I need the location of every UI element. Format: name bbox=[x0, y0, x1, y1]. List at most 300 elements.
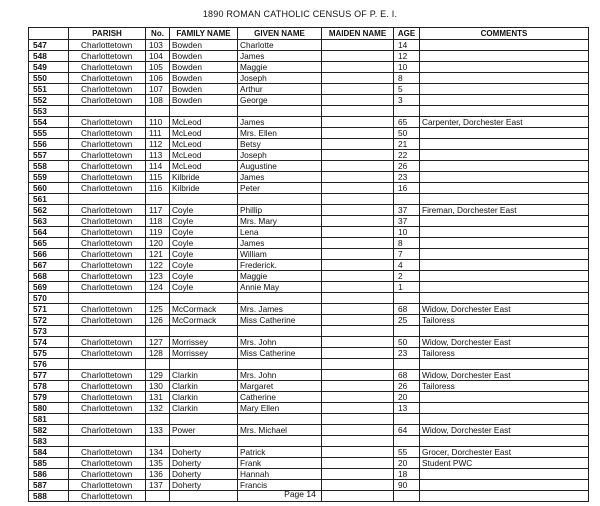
age-cell bbox=[394, 293, 420, 304]
row-number: 547 bbox=[29, 40, 69, 51]
given-name-cell bbox=[238, 436, 322, 447]
age-cell: 65 bbox=[394, 117, 420, 128]
no-cell: 123 bbox=[146, 271, 170, 282]
row-number: 587 bbox=[29, 480, 69, 491]
no-cell: 128 bbox=[146, 348, 170, 359]
maiden-name-cell bbox=[322, 271, 394, 282]
no-cell: 120 bbox=[146, 238, 170, 249]
parish-cell: Charlottetown bbox=[69, 480, 146, 491]
age-cell: 20 bbox=[394, 458, 420, 469]
table-row bbox=[29, 62, 589, 73]
row-number: 570 bbox=[29, 293, 69, 304]
comments-cell: Fireman, Dorchester East bbox=[420, 205, 589, 216]
age-cell bbox=[394, 194, 420, 205]
age-cell: 90 bbox=[394, 480, 420, 491]
comments-cell bbox=[420, 227, 589, 238]
no-cell: 121 bbox=[146, 249, 170, 260]
age-cell: 4 bbox=[394, 260, 420, 271]
census-body bbox=[29, 40, 589, 502]
comments-cell bbox=[420, 260, 589, 271]
family-name-cell: Bowden bbox=[170, 40, 238, 51]
row-number: 553 bbox=[29, 106, 69, 117]
comments-cell bbox=[420, 40, 589, 51]
family-name-cell: Clarkin bbox=[170, 370, 238, 381]
no-cell: 111 bbox=[146, 128, 170, 139]
table-row bbox=[29, 238, 589, 249]
parish-cell: Charlottetown bbox=[69, 216, 146, 227]
no-cell: 134 bbox=[146, 447, 170, 458]
given-name-cell: Mrs. John bbox=[238, 370, 322, 381]
family-name-cell: Kilbride bbox=[170, 172, 238, 183]
row-number: 550 bbox=[29, 73, 69, 84]
maiden-name-cell bbox=[322, 95, 394, 106]
maiden-name-cell bbox=[322, 447, 394, 458]
parish-cell: Charlottetown bbox=[69, 183, 146, 194]
family-name-cell: Clarkin bbox=[170, 392, 238, 403]
comments-cell bbox=[420, 392, 589, 403]
given-name-cell: Hannah bbox=[238, 469, 322, 480]
col-header-no: No. bbox=[146, 28, 170, 40]
no-cell bbox=[146, 436, 170, 447]
no-cell bbox=[146, 359, 170, 370]
parish-cell: Charlottetown bbox=[69, 51, 146, 62]
row-number: 571 bbox=[29, 304, 69, 315]
given-name-cell: Catherine bbox=[238, 392, 322, 403]
row-number: 558 bbox=[29, 161, 69, 172]
comments-cell: Student PWC bbox=[420, 458, 589, 469]
comments-cell bbox=[420, 183, 589, 194]
given-name-cell bbox=[238, 106, 322, 117]
table-row bbox=[29, 381, 589, 392]
table-row bbox=[29, 392, 589, 403]
row-number: 580 bbox=[29, 403, 69, 414]
row-number: 577 bbox=[29, 370, 69, 381]
no-cell: 124 bbox=[146, 282, 170, 293]
comments-cell bbox=[420, 359, 589, 370]
no-cell bbox=[146, 293, 170, 304]
comments-cell: Tailoress bbox=[420, 315, 589, 326]
maiden-name-cell bbox=[322, 238, 394, 249]
comments-cell bbox=[420, 216, 589, 227]
comments-cell bbox=[420, 469, 589, 480]
maiden-name-cell bbox=[322, 326, 394, 337]
row-number: 555 bbox=[29, 128, 69, 139]
row-number: 579 bbox=[29, 392, 69, 403]
family-name-cell: Coyle bbox=[170, 216, 238, 227]
no-cell: 112 bbox=[146, 139, 170, 150]
family-name-cell bbox=[170, 359, 238, 370]
parish-cell: Charlottetown bbox=[69, 282, 146, 293]
no-cell: 131 bbox=[146, 392, 170, 403]
no-cell: 113 bbox=[146, 150, 170, 161]
maiden-name-cell bbox=[322, 403, 394, 414]
given-name-cell: Mrs. Mary bbox=[238, 216, 322, 227]
row-number: 564 bbox=[29, 227, 69, 238]
parish-cell bbox=[69, 326, 146, 337]
row-number: 585 bbox=[29, 458, 69, 469]
parish-cell: Charlottetown bbox=[69, 348, 146, 359]
parish-cell: Charlottetown bbox=[69, 491, 146, 502]
comments-cell bbox=[420, 95, 589, 106]
row-number: 552 bbox=[29, 95, 69, 106]
parish-cell: Charlottetown bbox=[69, 381, 146, 392]
age-cell bbox=[394, 436, 420, 447]
age-cell bbox=[394, 414, 420, 425]
family-name-cell bbox=[170, 414, 238, 425]
row-number: 578 bbox=[29, 381, 69, 392]
comments-cell bbox=[420, 238, 589, 249]
row-number: 567 bbox=[29, 260, 69, 271]
given-name-cell: Annie May bbox=[238, 282, 322, 293]
table-row bbox=[29, 128, 589, 139]
age-cell: 3 bbox=[394, 95, 420, 106]
no-cell: 132 bbox=[146, 403, 170, 414]
parish-cell: Charlottetown bbox=[69, 447, 146, 458]
table-row bbox=[29, 315, 589, 326]
header-row bbox=[29, 28, 589, 40]
age-cell: 10 bbox=[394, 227, 420, 238]
given-name-cell: Margaret bbox=[238, 381, 322, 392]
given-name-cell bbox=[238, 414, 322, 425]
comments-cell: Widow, Dorchester East bbox=[420, 304, 589, 315]
parish-cell bbox=[69, 106, 146, 117]
maiden-name-cell bbox=[322, 150, 394, 161]
parish-cell bbox=[69, 359, 146, 370]
family-name-cell: McLeod bbox=[170, 128, 238, 139]
row-number: 557 bbox=[29, 150, 69, 161]
family-name-cell: Bowden bbox=[170, 84, 238, 95]
age-cell bbox=[394, 106, 420, 117]
col-header-row-number bbox=[29, 28, 69, 40]
no-cell: 119 bbox=[146, 227, 170, 238]
family-name-cell: Coyle bbox=[170, 249, 238, 260]
parish-cell: Charlottetown bbox=[69, 260, 146, 271]
maiden-name-cell bbox=[322, 337, 394, 348]
age-cell: 26 bbox=[394, 161, 420, 172]
no-cell: 117 bbox=[146, 205, 170, 216]
no-cell: 104 bbox=[146, 51, 170, 62]
maiden-name-cell bbox=[322, 282, 394, 293]
parish-cell: Charlottetown bbox=[69, 139, 146, 150]
parish-cell: Charlottetown bbox=[69, 150, 146, 161]
maiden-name-cell bbox=[322, 392, 394, 403]
given-name-cell: Mrs. John bbox=[238, 337, 322, 348]
family-name-cell: Doherty bbox=[170, 469, 238, 480]
age-cell: 5 bbox=[394, 84, 420, 95]
given-name-cell: Charlotte bbox=[238, 40, 322, 51]
maiden-name-cell bbox=[322, 227, 394, 238]
no-cell: 129 bbox=[146, 370, 170, 381]
comments-cell bbox=[420, 282, 589, 293]
no-cell: 114 bbox=[146, 161, 170, 172]
maiden-name-cell bbox=[322, 315, 394, 326]
age-cell: 55 bbox=[394, 447, 420, 458]
family-name-cell: McLeod bbox=[170, 117, 238, 128]
comments-cell: Grocer, Dorchester East bbox=[420, 447, 589, 458]
comments-cell bbox=[420, 172, 589, 183]
age-cell: 12 bbox=[394, 51, 420, 62]
age-cell: 7 bbox=[394, 249, 420, 260]
comments-cell bbox=[420, 326, 589, 337]
parish-cell: Charlottetown bbox=[69, 304, 146, 315]
table-row bbox=[29, 51, 589, 62]
no-cell: 125 bbox=[146, 304, 170, 315]
parish-cell: Charlottetown bbox=[69, 469, 146, 480]
no-cell: 116 bbox=[146, 183, 170, 194]
comments-cell bbox=[420, 150, 589, 161]
row-number: 584 bbox=[29, 447, 69, 458]
row-number: 548 bbox=[29, 51, 69, 62]
comments-cell bbox=[420, 271, 589, 282]
family-name-cell bbox=[170, 106, 238, 117]
parish-cell: Charlottetown bbox=[69, 392, 146, 403]
table-row bbox=[29, 458, 589, 469]
age-cell: 37 bbox=[394, 205, 420, 216]
age-cell: 8 bbox=[394, 73, 420, 84]
table-row bbox=[29, 337, 589, 348]
given-name-cell: Mary Ellen bbox=[238, 403, 322, 414]
row-number: 576 bbox=[29, 359, 69, 370]
given-name-cell: Maggie bbox=[238, 271, 322, 282]
family-name-cell: Morrissey bbox=[170, 348, 238, 359]
maiden-name-cell bbox=[322, 304, 394, 315]
parish-cell: Charlottetown bbox=[69, 238, 146, 249]
given-name-cell: Frank bbox=[238, 458, 322, 469]
no-cell: 127 bbox=[146, 337, 170, 348]
given-name-cell: Peter bbox=[238, 183, 322, 194]
table-row bbox=[29, 414, 589, 425]
table-row bbox=[29, 425, 589, 436]
table-row bbox=[29, 260, 589, 271]
age-cell: 64 bbox=[394, 425, 420, 436]
maiden-name-cell bbox=[322, 436, 394, 447]
census-table bbox=[28, 27, 589, 502]
table-row bbox=[29, 293, 589, 304]
comments-cell bbox=[420, 249, 589, 260]
table-row bbox=[29, 326, 589, 337]
given-name-cell: James bbox=[238, 238, 322, 249]
age-cell: 13 bbox=[394, 403, 420, 414]
given-name-cell: Miss Catherine bbox=[238, 348, 322, 359]
row-number: 581 bbox=[29, 414, 69, 425]
row-number: 566 bbox=[29, 249, 69, 260]
given-name-cell: Joseph bbox=[238, 150, 322, 161]
table-row bbox=[29, 161, 589, 172]
no-cell bbox=[146, 326, 170, 337]
row-number: 569 bbox=[29, 282, 69, 293]
no-cell: 137 bbox=[146, 480, 170, 491]
maiden-name-cell bbox=[322, 359, 394, 370]
parish-cell: Charlottetown bbox=[69, 370, 146, 381]
maiden-name-cell bbox=[322, 260, 394, 271]
given-name-cell: Arthur bbox=[238, 84, 322, 95]
table-row bbox=[29, 40, 589, 51]
row-number: 573 bbox=[29, 326, 69, 337]
age-cell: 25 bbox=[394, 315, 420, 326]
family-name-cell: Doherty bbox=[170, 458, 238, 469]
parish-cell: Charlottetown bbox=[69, 128, 146, 139]
table-row bbox=[29, 84, 589, 95]
given-name-cell: James bbox=[238, 117, 322, 128]
comments-cell bbox=[420, 106, 589, 117]
family-name-cell: Doherty bbox=[170, 480, 238, 491]
row-number: 551 bbox=[29, 84, 69, 95]
comments-cell bbox=[420, 161, 589, 172]
given-name-cell: William bbox=[238, 249, 322, 260]
table-row bbox=[29, 304, 589, 315]
row-number: 562 bbox=[29, 205, 69, 216]
age-cell: 23 bbox=[394, 172, 420, 183]
given-name-cell: Maggie bbox=[238, 62, 322, 73]
family-name-cell bbox=[170, 293, 238, 304]
family-name-cell: McCormack bbox=[170, 315, 238, 326]
row-number: 588 bbox=[29, 491, 69, 502]
table-row bbox=[29, 106, 589, 117]
age-cell: 10 bbox=[394, 62, 420, 73]
age-cell: 20 bbox=[394, 392, 420, 403]
table-row bbox=[29, 348, 589, 359]
age-cell: 8 bbox=[394, 238, 420, 249]
col-header-given-name: GIVEN NAME bbox=[238, 28, 322, 40]
row-number: 574 bbox=[29, 337, 69, 348]
given-name-cell: Mrs. James bbox=[238, 304, 322, 315]
family-name-cell: McLeod bbox=[170, 161, 238, 172]
parish-cell: Charlottetown bbox=[69, 271, 146, 282]
no-cell bbox=[146, 194, 170, 205]
maiden-name-cell bbox=[322, 194, 394, 205]
comments-cell bbox=[420, 436, 589, 447]
given-name-cell bbox=[238, 359, 322, 370]
col-header-family-name: FAMILY NAME bbox=[170, 28, 238, 40]
maiden-name-cell bbox=[322, 216, 394, 227]
maiden-name-cell bbox=[322, 62, 394, 73]
row-number: 559 bbox=[29, 172, 69, 183]
col-header-age: AGE bbox=[394, 28, 420, 40]
given-name-cell: Francis bbox=[238, 480, 322, 491]
maiden-name-cell bbox=[322, 205, 394, 216]
family-name-cell: Bowden bbox=[170, 51, 238, 62]
age-cell: 37 bbox=[394, 216, 420, 227]
parish-cell bbox=[69, 293, 146, 304]
family-name-cell: Bowden bbox=[170, 73, 238, 84]
family-name-cell bbox=[170, 436, 238, 447]
maiden-name-cell bbox=[322, 183, 394, 194]
table-row bbox=[29, 194, 589, 205]
comments-cell bbox=[420, 139, 589, 150]
family-name-cell: McLeod bbox=[170, 150, 238, 161]
no-cell: 107 bbox=[146, 84, 170, 95]
family-name-cell: Coyle bbox=[170, 271, 238, 282]
table-row bbox=[29, 282, 589, 293]
parish-cell: Charlottetown bbox=[69, 172, 146, 183]
maiden-name-cell bbox=[322, 293, 394, 304]
row-number: 561 bbox=[29, 194, 69, 205]
table-row bbox=[29, 117, 589, 128]
family-name-cell bbox=[170, 194, 238, 205]
col-header-maiden-name: MAIDEN NAME bbox=[322, 28, 394, 40]
no-cell: 122 bbox=[146, 260, 170, 271]
family-name-cell: Clarkin bbox=[170, 403, 238, 414]
table-row bbox=[29, 271, 589, 282]
given-name-cell: Miss Catherine bbox=[238, 315, 322, 326]
maiden-name-cell bbox=[322, 425, 394, 436]
family-name-cell: McLeod bbox=[170, 139, 238, 150]
given-name-cell: Augustine bbox=[238, 161, 322, 172]
maiden-name-cell bbox=[322, 414, 394, 425]
no-cell: 115 bbox=[146, 172, 170, 183]
table-row bbox=[29, 95, 589, 106]
no-cell bbox=[146, 106, 170, 117]
given-name-cell: Lena bbox=[238, 227, 322, 238]
table-row bbox=[29, 359, 589, 370]
comments-cell: Carpenter, Dorchester East bbox=[420, 117, 589, 128]
maiden-name-cell bbox=[322, 73, 394, 84]
parish-cell bbox=[69, 414, 146, 425]
given-name-cell: George bbox=[238, 95, 322, 106]
given-name-cell: Frederick. bbox=[238, 260, 322, 271]
page-number: Page 14 bbox=[284, 489, 316, 499]
maiden-name-cell bbox=[322, 458, 394, 469]
row-number: 556 bbox=[29, 139, 69, 150]
family-name-cell: Coyle bbox=[170, 260, 238, 271]
row-number: 568 bbox=[29, 271, 69, 282]
family-name-cell bbox=[170, 326, 238, 337]
row-number: 583 bbox=[29, 436, 69, 447]
parish-cell bbox=[69, 436, 146, 447]
page-title: 1890 ROMAN CATHOLIC CENSUS OF P. E. I. bbox=[202, 9, 398, 19]
family-name-cell: Doherty bbox=[170, 447, 238, 458]
family-name-cell: Morrissey bbox=[170, 337, 238, 348]
parish-cell: Charlottetown bbox=[69, 117, 146, 128]
table-row bbox=[29, 139, 589, 150]
row-number: 560 bbox=[29, 183, 69, 194]
parish-cell: Charlottetown bbox=[69, 205, 146, 216]
parish-cell: Charlottetown bbox=[69, 315, 146, 326]
age-cell: 68 bbox=[394, 370, 420, 381]
row-number: 582 bbox=[29, 425, 69, 436]
table-row bbox=[29, 216, 589, 227]
parish-cell: Charlottetown bbox=[69, 458, 146, 469]
no-cell: 135 bbox=[146, 458, 170, 469]
maiden-name-cell bbox=[322, 84, 394, 95]
age-cell bbox=[394, 359, 420, 370]
row-number: 586 bbox=[29, 469, 69, 480]
given-name-cell: James bbox=[238, 51, 322, 62]
row-number: 575 bbox=[29, 348, 69, 359]
age-cell: 26 bbox=[394, 381, 420, 392]
row-number: 554 bbox=[29, 117, 69, 128]
table-row bbox=[29, 183, 589, 194]
maiden-name-cell bbox=[322, 139, 394, 150]
table-row bbox=[29, 447, 589, 458]
given-name-cell: Joseph bbox=[238, 73, 322, 84]
comments-cell bbox=[420, 128, 589, 139]
family-name-cell: McCormack bbox=[170, 304, 238, 315]
no-cell: 118 bbox=[146, 216, 170, 227]
maiden-name-cell bbox=[322, 370, 394, 381]
no-cell: 108 bbox=[146, 95, 170, 106]
parish-cell: Charlottetown bbox=[69, 249, 146, 260]
table-row bbox=[29, 73, 589, 84]
parish-cell: Charlottetown bbox=[69, 84, 146, 95]
parish-cell: Charlottetown bbox=[69, 73, 146, 84]
col-header-parish: PARISH bbox=[69, 28, 146, 40]
given-name-cell: Mrs. Michael bbox=[238, 425, 322, 436]
comments-cell bbox=[420, 73, 589, 84]
given-name-cell bbox=[238, 326, 322, 337]
family-name-cell: Bowden bbox=[170, 62, 238, 73]
no-cell: 106 bbox=[146, 73, 170, 84]
